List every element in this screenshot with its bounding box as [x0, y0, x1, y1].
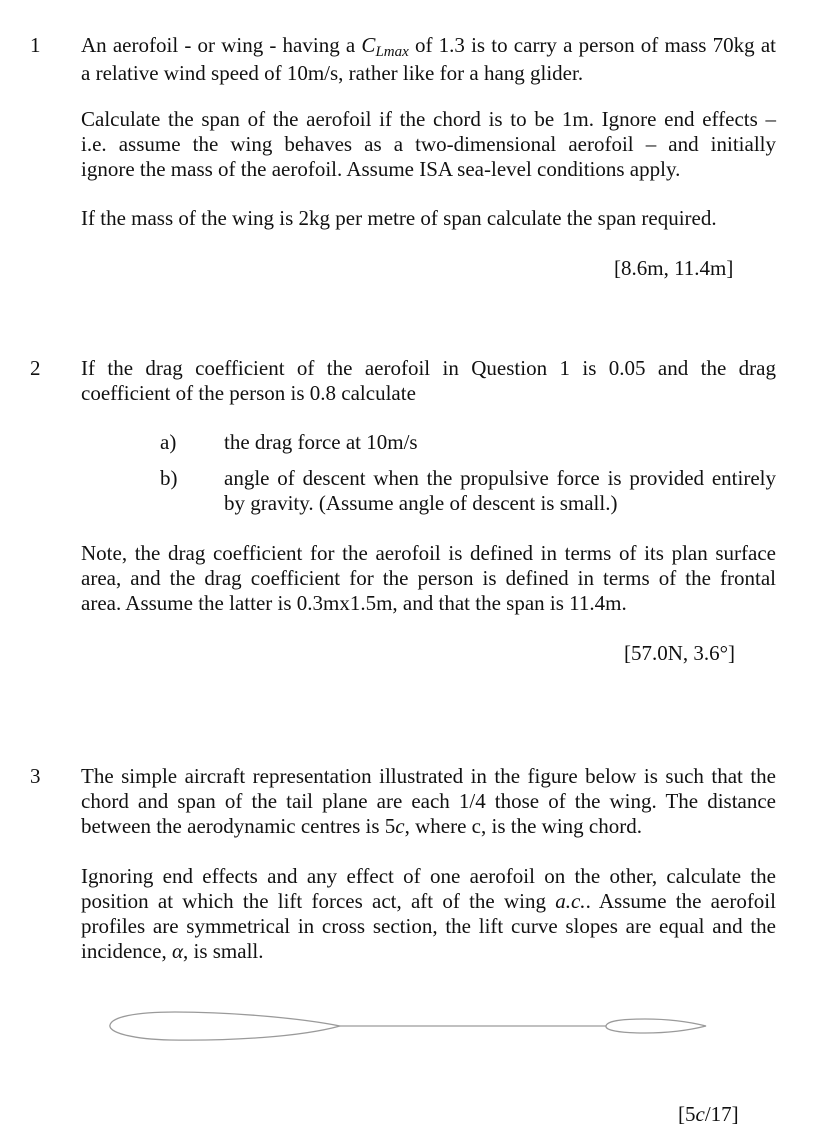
q3-line-4: Ignoring end effects and any effect of one aerofoil on the other, calculate the: [81, 864, 776, 888]
question-2-part-a-label: a): [160, 430, 177, 454]
q3-line-7: incidence, α, is small.: [81, 939, 264, 963]
question-2-part-b-label: b): [160, 466, 178, 490]
q1-line-3: Calculate the span of the aerofoil if the chord is to be 1m. Ignore end effects –: [81, 107, 776, 131]
q2-note-line-3: area. Assume the latter is 0.3mx1.5m, and that the span is 11.4m.: [81, 591, 627, 615]
question-2-number: 2: [30, 356, 41, 380]
q2-line-2: coefficient of the person is 0.8 calculate: [81, 381, 416, 405]
question-2-part-a-text: the drag force at 10m/s: [224, 430, 418, 454]
question-3-number: 3: [30, 764, 41, 788]
q2-note-line-1: Note, the drag coefficient for the aerofoil is defined in terms of its plan surface: [81, 541, 776, 565]
q3-line-6: profiles are symmetrical in cross section, the lift curve slopes are equal and the: [81, 914, 776, 938]
question-1-number: 1: [30, 33, 41, 57]
q2-line-1: If the drag coefficient of the aerofoil in Question 1 is 0.05 and the drag: [81, 356, 776, 380]
question-1-answer: [8.6m, 11.4m]: [614, 256, 734, 280]
q1-line-4: i.e. assume the wing behaves as a two-dimensional aerofoil – and initially: [81, 132, 776, 156]
q3-line-5: position at which the lift forces act, aft of the wing a.c.. Assume the aerofoil: [81, 889, 776, 913]
q3-line-2: chord and span of the tail plane are each 1/4 those of the wing. The distance: [81, 789, 776, 813]
q2-b-line-2: by gravity. (Assume angle of descent is small.): [224, 491, 618, 515]
q1-line-6: If the mass of the wing is 2kg per metre of span calculate the span required.: [81, 206, 717, 230]
wing-aerofoil: [110, 1012, 340, 1040]
q2-note-line-2: area, and the drag coefficient for the person is defined in terms of the frontal: [81, 566, 776, 590]
question-2-answer: [57.0N, 3.6°]: [624, 641, 736, 665]
q3-line-3: between the aerodynamic centres is 5c, where c, is the wing chord.: [81, 814, 642, 838]
q1-line-2: a relative wind speed of 10m/s, rather like for a hang glider.: [81, 61, 584, 85]
question-3-answer: [5c/17]: [678, 1102, 739, 1126]
tail-aerofoil: [606, 1019, 706, 1033]
q2-b-line-1: angle of descent when the propulsive force is provided entirely: [224, 466, 776, 490]
q1-line-1: An aerofoil - or wing - having a CLmax of 1.3 is to carry a person of mass 70kg at: [81, 33, 777, 60]
q3-line-1: The simple aircraft representation illustrated in the figure below is such that the: [81, 764, 776, 788]
q1-line-5: ignore the mass of the aerofoil. Assume ISA sea-level conditions apply.: [81, 157, 681, 181]
